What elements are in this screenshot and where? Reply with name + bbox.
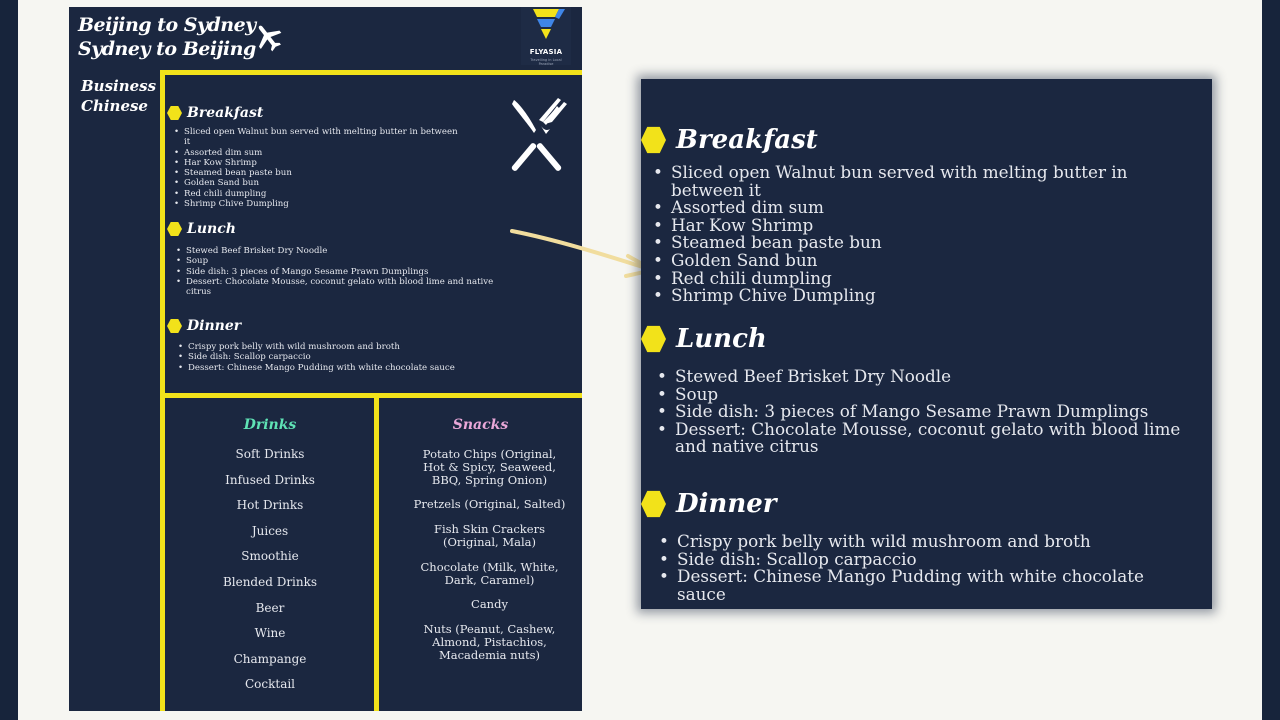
list-item: • Sliced open Walnut bun served with melting butter in between it [652, 164, 1172, 199]
hexagon-bullet-icon [167, 106, 182, 121]
list-item: • Crispy pork belly with wild mushroom and broth [178, 342, 468, 352]
list-item: • Steamed bean paste bun [174, 168, 464, 178]
breakfast-list [174, 127, 464, 209]
list-item: • Stewed Beef Brisket Dry Noodle [176, 246, 496, 256]
list-item: • Golden Sand bun [652, 252, 1172, 270]
list-item: • Dessert: Chinese Mango Pudding with white chocolate sauce [658, 568, 1158, 603]
list-item: Fish Skin Crackers (Original, Mala) [434, 522, 545, 549]
list-item: • Sliced open Walnut bun served with melting butter in between it [174, 127, 464, 148]
list-item: Hot Drinks [236, 498, 304, 513]
flyasia-logo [521, 7, 571, 65]
list-item: • Dessert: Chocolate Mousse, coconut gelato with blood lime and native citrus [656, 421, 1212, 456]
list-item: Champange [233, 651, 307, 666]
cuisine-label: Chinese [81, 97, 148, 115]
list-item: • Side dish: Scallop carpaccio [658, 551, 1158, 569]
breakfast-heading [641, 125, 818, 155]
list-item: Nuts (Peanut, Cashew, Almond, Pistachios, Macademia nuts) [423, 622, 556, 662]
breakfast-list [652, 164, 1172, 305]
list-item: • Har Kow Shrimp [174, 158, 464, 168]
list-item: • Side dish: Scallop carpaccio [178, 352, 468, 362]
frame-right-border [1262, 0, 1280, 720]
hexagon-bullet-icon [641, 325, 666, 353]
list-item: Chocolate (Milk, White, Dark, Caramel) [420, 559, 559, 587]
list-item: Wine [254, 626, 286, 641]
menu-card [69, 7, 582, 711]
dinner-list [178, 342, 468, 373]
list-item: • Soup [176, 256, 496, 266]
drinks-heading: Drinks [243, 417, 297, 433]
dinner-heading [167, 318, 241, 334]
list-item: Smoothie [241, 549, 299, 564]
list-item: • Crispy pork belly with wild mushroom and broth [658, 533, 1158, 551]
route-outbound: Beijing to Sydney [78, 14, 256, 36]
zoomed-menu-card [641, 79, 1212, 609]
lunch-list [656, 368, 1212, 456]
list-item: • Red chili dumpling [652, 270, 1172, 288]
list-item: • Side dish: 3 pieces of Mango Sesame Prawn Dumplings [176, 267, 496, 277]
list-item: • Red chili dumpling [174, 189, 464, 199]
list-item: Cocktail [244, 677, 296, 692]
list-item: • Assorted dim sum [652, 199, 1172, 217]
lunch-title: Lunch [676, 324, 767, 354]
list-item: • Side dish: 3 pieces of Mango Sesame Prawn Dumplings [656, 403, 1212, 421]
list-item: Potato Chips (Original, Hot & Spicy, Seaweed, BBQ, Spring Onion) [422, 447, 557, 487]
fork-knife-icon [508, 98, 568, 172]
list-item: Blended Drinks [222, 574, 318, 589]
dinner-title: Dinner [676, 489, 777, 519]
list-item: Soft Drinks [235, 447, 305, 461]
list-item: • Steamed bean paste bun [652, 234, 1172, 252]
service-class-label: Business [81, 77, 157, 95]
breakfast-heading [167, 105, 263, 121]
snacks-list [412, 448, 567, 662]
list-item: Juices [251, 523, 289, 538]
lunch-heading [641, 324, 767, 354]
list-item: • Stewed Beef Brisket Dry Noodle [656, 368, 1212, 386]
dinner-heading [641, 489, 776, 519]
hexagon-bullet-icon [641, 490, 666, 518]
lunch-title: Lunch [187, 221, 236, 237]
dinner-title: Dinner [187, 318, 242, 334]
list-item: • Assorted dim sum [174, 148, 464, 158]
airplane-icon [252, 21, 284, 53]
list-item: • Shrimp Chive Dumpling [652, 287, 1172, 305]
snacks-heading: Snacks [452, 417, 509, 433]
arrow-icon [508, 226, 658, 282]
breakfast-title: Breakfast [187, 105, 264, 121]
drinks-list [165, 447, 375, 703]
hexagon-bullet-icon [167, 222, 182, 237]
breakfast-title: Breakfast [676, 125, 818, 155]
hexagon-bullet-icon [167, 319, 182, 334]
route-return: Sydney to Beijing [78, 38, 256, 60]
list-item: Beer [255, 600, 285, 615]
dinner-list [658, 533, 1158, 603]
list-item: • Shrimp Chive Dumpling [174, 199, 464, 209]
hexagon-bullet-icon [641, 126, 666, 154]
lunch-list [176, 246, 496, 297]
list-item: • Dessert: Chinese Mango Pudding with white chocolate sauce [178, 363, 468, 373]
list-item: • Dessert: Chocolate Mousse, coconut gelato with blood lime and native citrus [176, 277, 496, 298]
list-item: Candy [471, 597, 508, 612]
list-item: • Har Kow Shrimp [652, 217, 1172, 235]
list-item: Infused Drinks [225, 472, 315, 487]
frame-line-top [160, 70, 582, 75]
logo-tagline: Travelling in Local Paradise [530, 58, 562, 66]
frame-line-middle [160, 393, 582, 398]
logo-wordmark: FLYASIA [529, 48, 563, 56]
frame-left-border [0, 0, 18, 720]
list-item: Pretzels (Original, Salted) [413, 497, 566, 512]
list-item: • Golden Sand bun [174, 178, 464, 188]
list-item: • Soup [656, 386, 1212, 404]
lunch-heading [167, 221, 236, 237]
